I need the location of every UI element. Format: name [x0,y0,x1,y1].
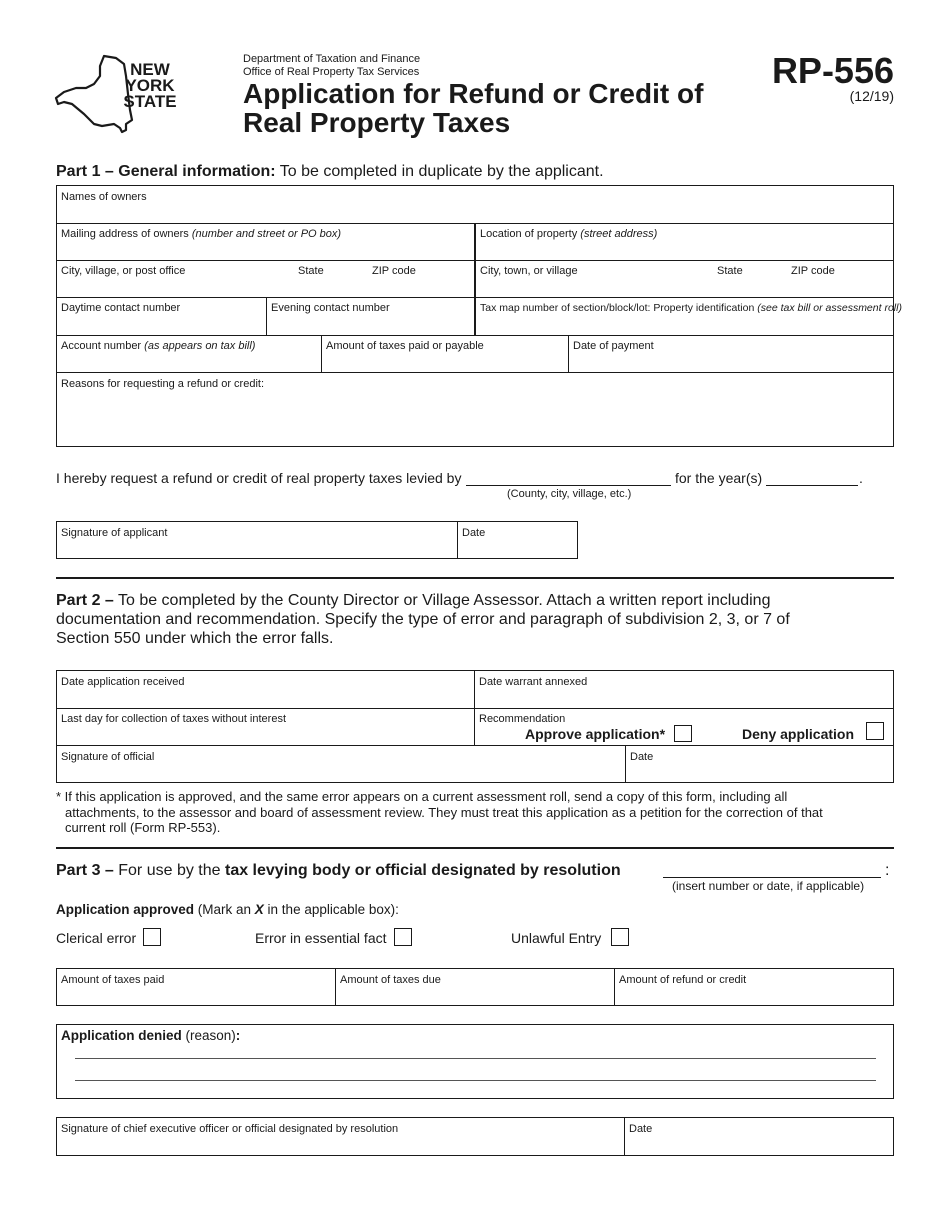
clerical-error-checkbox[interactable] [143,928,161,946]
ceo-signature-field[interactable] [57,1118,624,1155]
title-line-2: Real Property Taxes [243,107,511,138]
logo-line-3: STATE [123,92,177,111]
application-denied-box [56,1024,894,1099]
resolution-input[interactable] [663,863,881,878]
approve-application-checkbox[interactable] [674,725,692,742]
nys-logo [54,54,184,134]
amount-refund-field[interactable] [615,969,893,1005]
official-date-label: Date [630,751,654,763]
official-date-field[interactable] [626,746,893,782]
names-of-owners-field[interactable] [57,186,893,223]
request-text: I hereby request a refund or credit of real property taxes levied by [56,470,462,486]
names-of-owners-label: Names of owners [61,191,147,203]
date-of-payment-label: Date of payment [573,340,654,352]
approval-footnote [56,789,823,836]
essential-fact-checkbox[interactable] [394,928,412,946]
evening-contact-label: Evening contact number [271,302,390,314]
ceo-signature-label: Signature of chief executive officer or official designated by resolution [61,1123,399,1135]
date-received-field[interactable] [57,671,474,708]
amount-taxes-paid-label: Amount of taxes paid [61,974,165,986]
owner-zip-label: ZIP code [372,265,416,277]
part1-heading-bold: Part 1 – General information: [56,163,276,180]
part3-heading-bold-2: tax levying body or official designated by resolution [224,862,621,879]
page-title [243,79,703,137]
ceo-signature-block [56,1117,894,1156]
footnote-line-2: attachments, to the assessor and board of assessment review. They must treat this application as a petition for the correction of that [65,804,823,820]
amount-paid-payable-field[interactable] [322,335,568,372]
date-warrant-label: Date warrant annexed [479,676,588,688]
reasons-field[interactable] [57,373,893,446]
logo-line-2: YORK [125,76,175,95]
mailing-address-field[interactable] [57,223,474,260]
part2-line-1: To be completed by the County Director or Village Assessor. Attach a written report including [113,592,771,609]
request-statement [56,470,461,486]
tax-map-label: Tax map number of section/block/lot: Property identification (see tax bill or assessment roll) [480,302,902,314]
logo-text [120,62,180,110]
applicant-signature-block [56,521,578,559]
owner-city-label: City, village, or post office [61,265,186,277]
daytime-contact-field[interactable] [57,297,266,335]
property-state-label: State [717,265,743,277]
recommendation-label: Recommendation [479,713,566,725]
owner-state-label: State [298,265,324,277]
last-day-collection-field[interactable] [57,708,474,745]
application-denied-label: Application denied (reason): [61,1028,241,1043]
part2-table [56,670,894,783]
applicant-signature-label: Signature of applicant [61,527,168,539]
date-warrant-field[interactable] [475,671,893,708]
amount-refund-label: Amount of refund or credit [619,974,747,986]
property-location-label: Location of property (street address) [480,228,658,240]
recommendation-cell [475,708,893,745]
reasons-label: Reasons for requesting a refund or credit: [61,378,265,390]
part3-colon: : [885,862,890,879]
clerical-error-label: Clerical error [56,930,137,946]
daytime-contact-label: Daytime contact number [61,302,181,314]
part3-heading [56,862,621,880]
unlawful-entry-checkbox[interactable] [611,928,629,946]
applicant-date-label: Date [462,527,486,539]
property-zip-label: ZIP code [791,265,835,277]
part3-heading-text: For use by the [113,862,225,879]
amount-taxes-due-label: Amount of taxes due [340,974,441,986]
part1-heading [56,163,604,181]
date-received-label: Date application received [61,676,185,688]
levied-by-input[interactable] [466,471,671,486]
levied-by-caption: (County, city, village, etc.) [507,488,632,500]
date-of-payment-field[interactable] [569,335,893,372]
amount-paid-payable-label: Amount of taxes paid or payable [326,340,484,352]
account-number-label: Account number (as appears on tax bill) [61,340,256,352]
footnote-line-1: * If this application is approved, and the same error appears on a current assessment roll, send a copy of this form, including all [56,789,788,804]
form-number: RP-556 [771,50,894,91]
essential-fact-label: Error in essential fact [255,930,387,946]
application-approved-instruction: Application approved (Mark an X in the applicable box): [56,902,399,917]
part2-line-3: Section 550 under which the error falls. [56,630,334,647]
tax-map-field[interactable] [476,297,902,335]
part2-heading-bold: Part 2 – [56,592,114,609]
owner-city-field[interactable] [57,260,474,297]
unlawful-entry-label: Unlawful Entry [511,930,602,946]
part1-table [56,185,902,447]
evening-contact-field[interactable] [267,297,474,335]
property-city-label: City, town, or village [480,265,578,277]
denied-reason-line-1[interactable] [75,1058,876,1059]
title-line-1: Application for Refund or Credit of [243,78,704,109]
part3-amounts-table [56,968,894,1006]
ceo-date-label: Date [629,1123,653,1135]
form-revision-date: (12/19) [849,88,894,104]
divider-part3 [56,847,894,849]
part2-instructions [56,591,790,648]
divider-part2 [56,577,894,579]
mailing-address-label: Mailing address of owners (number and street or PO box) [61,228,342,240]
official-signature-label: Signature of official [61,751,155,763]
department-name: Department of Taxation and Finance [243,53,421,65]
part3-heading-bold: Part 3 – [56,862,114,879]
last-day-collection-label: Last day for collection of taxes without interest [61,713,287,725]
amount-taxes-paid-field[interactable] [57,969,335,1005]
logo-line-1: NEW [130,60,170,79]
account-number-field[interactable] [57,335,321,372]
resolution-caption: (insert number or date, if applicable) [672,879,865,893]
footnote-line-3: current roll (Form RP-553). [65,820,221,835]
deny-application-checkbox[interactable] [866,722,884,740]
approve-application-label: Approve application* [525,726,666,742]
property-city-field[interactable] [476,260,893,297]
applicant-signature-field[interactable] [57,522,457,558]
official-signature-field[interactable] [57,746,625,782]
property-location-field[interactable] [476,223,893,260]
deny-application-label: Deny application [742,726,855,742]
applicant-date-field[interactable] [458,522,577,558]
office-name: Office of Real Property Tax Services [243,66,420,78]
part2-line-2: documentation and recommendation. Specify the type of error and paragraph of subdivision 2, 3, or 7 of [56,611,790,628]
part1-heading-text: To be completed in duplicate by the applicant. [275,163,604,180]
request-period: . [859,470,863,486]
for-years-text: for the year(s) [675,470,763,486]
ceo-date-field[interactable] [625,1118,893,1155]
years-input[interactable] [766,471,858,486]
amount-taxes-due-field[interactable] [336,969,614,1005]
denied-reason-line-2[interactable] [75,1080,876,1081]
